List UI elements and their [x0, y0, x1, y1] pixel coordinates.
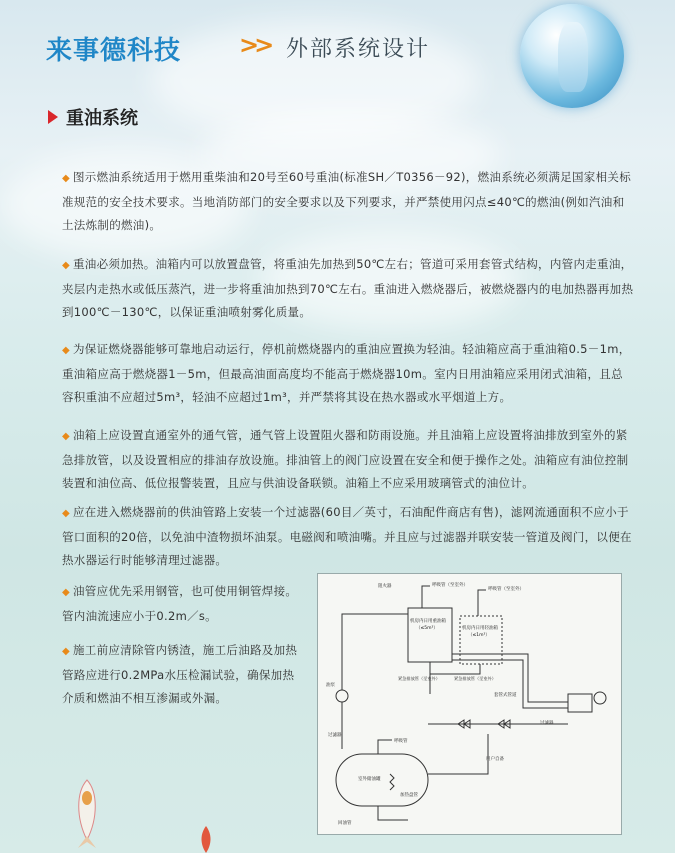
paragraph-6: ◆ 油管应优先采用钢管，也可使用铜管焊接。管内油流速应小于0.2m／s。: [62, 584, 298, 623]
light-tank-label: 机房内日用轻油箱: [462, 626, 498, 631]
light-tank-cap-label: （≤1m³）: [468, 633, 490, 638]
burner-symbol: [568, 694, 592, 712]
sleeve-label: 套管式管道: [494, 693, 517, 698]
koi-fish-image: [68, 778, 106, 850]
diamond-bullet-icon: ◆: [62, 587, 70, 598]
vent-label: 阻火器: [378, 584, 392, 589]
diamond-bullet-icon: ◆: [62, 508, 70, 519]
heating-coil-label: 加热盘管: [400, 793, 418, 798]
paragraph-5: ◆ 应在进入燃烧器前的供油管路上安装一个过滤器(60目／英寸，石油配件商店有售)，滤网流通面积不应小于管口面积的20倍，以免油中渣物损坏油泵。电磁阀和喷油嘴。并且应与过滤器并联安装一管道及阀门，以便在热水器运行时能够清理过滤器。: [62, 505, 632, 567]
koi-fish-tail-image: [196, 826, 216, 853]
heavy-tank-label: 机房内日用重油箱: [410, 619, 446, 624]
paragraph-4: ◆ 油箱上应设置直通室外的通气管，通气管上设置阻火器和防雨设施。并且油箱上应设置将油排放到室外的紧急排放管，以及设置相应的排油存放设施。排油管上的阀门应设置在安全和便于操作之处。油箱应有油位控制装置和油位高、低位报警装置，且应与供油设备联锁。油箱上不应采用玻璃管式的油位计。: [62, 428, 629, 490]
breather-label-1: 呼吸管（至室外）: [432, 583, 468, 588]
user-supplied-label: 用户自备: [486, 757, 504, 762]
paragraph-7: ◆ 施工前应清除管内锈渣，施工后油路及加热管路应进行0.2MPa水压检漏试验，确保加热介质和燃油不相互渗漏或外漏。: [62, 643, 298, 705]
fuel-system-diagram: [317, 573, 622, 835]
diamond-bullet-icon: ◆: [62, 173, 70, 184]
diamond-bullet-icon: ◆: [62, 260, 70, 271]
drain-label-2: 紧急排放管（至室外）: [454, 676, 496, 681]
section-title: 外部系统设计: [286, 37, 431, 62]
light-oil-tank: [460, 616, 502, 664]
diamond-bullet-icon: ◆: [62, 431, 70, 442]
pump-symbol: [336, 690, 348, 702]
brand-title: 来事德科技: [46, 36, 182, 66]
paragraph-1: ◆ 图示燃油系统适用于燃用重柴油和20号至60号重油(标准SH／T0356－92)，燃油系统必须满足国家相关标准规范的安全技术要求。当地消防部门的安全要求以及下列要求，并严禁使用闪点≤40℃的燃油(例如汽油和土法炼制的燃油)。: [62, 170, 632, 232]
breather-label: 呼吸管: [394, 739, 408, 744]
chevron-icon: >>: [239, 31, 270, 59]
triangle-bullet-icon: [48, 110, 58, 124]
page-header: [0, 0, 675, 90]
outdoor-tank-label: 室外储油罐: [358, 777, 381, 782]
heavy-tank-cap-label: （≤5m³）: [416, 626, 438, 631]
outdoor-storage-tank: [336, 754, 428, 806]
pump-label: 油泵: [326, 683, 335, 688]
drain-label-1: 紧急排放管（至室外）: [398, 676, 440, 681]
heavy-oil-tank: [408, 608, 452, 662]
return-pipe-label: 回油管: [338, 821, 352, 826]
paragraph-3: ◆ 为保证燃烧器能够可靠地启动运行，停机前燃烧器内的重油应置换为轻油。轻油箱应高于重油箱0.5－1m，重油箱应高于燃烧器1－5m，但最高油面高度均不能高于燃烧器10m。室内日用油箱应采用闭式油箱，且总容积重油不应超过5m³，轻油不应超过1m³，并严禁将其设在热水器或水平烟道上方。: [62, 342, 631, 404]
diamond-bullet-icon: ◆: [62, 646, 70, 657]
filter-right-label: 过滤器: [540, 721, 554, 726]
filter-left-label: 过滤器: [328, 733, 342, 738]
diamond-bullet-icon: ◆: [62, 345, 70, 356]
paragraph-2: ◆ 重油必须加热。油箱内可以放置盘管，将重油先加热到50℃左右；管道可采用套管式结构，内管内走重油，夹层内走热水或低压蒸汽，进一步将重油加热到70℃左右。重油进入燃烧器后，被燃烧器内的电加热器再加热到100℃－130℃，以保证重油喷射雾化质量。: [62, 257, 634, 319]
water-orb-image: [520, 4, 624, 108]
subsection-heading: 重油系统: [48, 104, 138, 130]
breather-label-2: 呼吸管（至室外）: [488, 587, 524, 592]
